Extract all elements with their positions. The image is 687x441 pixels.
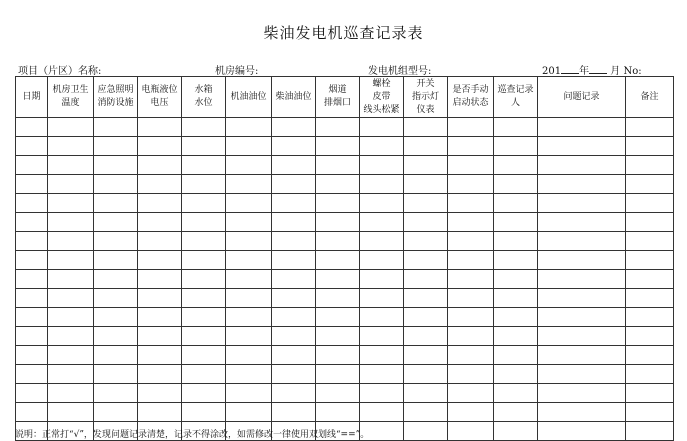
column-header-line: 螺栓: [372, 78, 391, 89]
record-cell[interactable]: [48, 251, 94, 270]
record-cell[interactable]: [94, 175, 138, 194]
record-cell[interactable]: [404, 327, 448, 346]
record-cell[interactable]: [16, 270, 48, 289]
record-cell[interactable]: [138, 232, 182, 251]
record-cell[interactable]: [48, 194, 94, 213]
record-cell[interactable]: [182, 270, 226, 289]
record-cell[interactable]: [448, 308, 494, 327]
record-cell[interactable]: [538, 384, 626, 403]
record-cell[interactable]: [494, 156, 538, 175]
record-cell[interactable]: [316, 118, 360, 137]
column-header: [272, 77, 316, 118]
record-cell[interactable]: [272, 137, 316, 156]
record-cell[interactable]: [360, 232, 404, 251]
record-cell[interactable]: [182, 308, 226, 327]
record-cell[interactable]: [226, 270, 272, 289]
record-cell[interactable]: [138, 403, 182, 422]
record-cell[interactable]: [626, 422, 674, 441]
record-cell[interactable]: [94, 384, 138, 403]
record-cell[interactable]: [404, 365, 448, 384]
record-cell[interactable]: [494, 175, 538, 194]
form-title: 柴油发电机巡查记录表: [263, 24, 424, 42]
record-cell[interactable]: [494, 289, 538, 308]
record-cell[interactable]: [272, 308, 316, 327]
record-cell[interactable]: [138, 384, 182, 403]
table-row: [16, 156, 674, 175]
record-cell[interactable]: [626, 251, 674, 270]
column-header-line: 皮带: [372, 91, 391, 102]
record-cell[interactable]: [494, 194, 538, 213]
record-cell[interactable]: [404, 403, 448, 422]
column-header-line: 备注: [640, 91, 659, 102]
record-cell[interactable]: [448, 156, 494, 175]
record-cell[interactable]: [448, 175, 494, 194]
record-cell[interactable]: [626, 308, 674, 327]
record-cell[interactable]: [182, 346, 226, 365]
record-cell[interactable]: [94, 327, 138, 346]
record-cell[interactable]: [272, 270, 316, 289]
record-cell[interactable]: [138, 308, 182, 327]
record-cell[interactable]: [182, 213, 226, 232]
record-cell[interactable]: [48, 289, 94, 308]
column-header-line: 开关: [416, 78, 435, 89]
column-header: [360, 77, 404, 118]
record-cell[interactable]: [182, 365, 226, 384]
record-cell[interactable]: [626, 403, 674, 422]
column-header-line: 柴油油位: [275, 91, 312, 102]
record-cell[interactable]: [494, 422, 538, 441]
record-cell[interactable]: [316, 308, 360, 327]
instructions-note: 说明：正常打“√”，发现问题记录清楚，记录不得涂改，如需修改一律使用双划线“==”。: [15, 430, 370, 440]
record-cell[interactable]: [94, 365, 138, 384]
record-cell[interactable]: [226, 118, 272, 137]
record-cell[interactable]: [360, 118, 404, 137]
record-cell[interactable]: [494, 213, 538, 232]
column-header: [16, 77, 48, 118]
record-cell[interactable]: [226, 213, 272, 232]
column-header: [182, 77, 226, 118]
record-cell[interactable]: [404, 213, 448, 232]
record-cell[interactable]: [448, 422, 494, 441]
record-cell[interactable]: [404, 137, 448, 156]
record-cell[interactable]: [448, 270, 494, 289]
record-cell[interactable]: [138, 137, 182, 156]
record-cell[interactable]: [360, 156, 404, 175]
record-cell[interactable]: [404, 175, 448, 194]
record-cell[interactable]: [272, 384, 316, 403]
record-cell[interactable]: [360, 137, 404, 156]
record-cell[interactable]: [48, 175, 94, 194]
record-cell[interactable]: [16, 175, 48, 194]
column-header-line: 消防设施: [97, 98, 134, 108]
record-cell[interactable]: [448, 289, 494, 308]
record-cell[interactable]: [48, 118, 94, 137]
record-cell[interactable]: [626, 175, 674, 194]
record-cell[interactable]: [48, 156, 94, 175]
column-header-line: 巡查记录: [497, 85, 534, 95]
record-cell[interactable]: [538, 175, 626, 194]
record-cell[interactable]: [226, 232, 272, 251]
column-header: [316, 77, 360, 118]
record-cell[interactable]: [404, 118, 448, 137]
column-header-line: 水位: [194, 98, 213, 108]
record-cell[interactable]: [448, 327, 494, 346]
record-cell[interactable]: [316, 289, 360, 308]
record-cell[interactable]: [316, 365, 360, 384]
record-cell[interactable]: [494, 308, 538, 327]
record-cell[interactable]: [626, 327, 674, 346]
record-cell[interactable]: [272, 289, 316, 308]
year-blank[interactable]: [561, 63, 579, 74]
record-cell[interactable]: [404, 289, 448, 308]
record-cell[interactable]: [48, 137, 94, 156]
record-cell[interactable]: [94, 251, 138, 270]
record-cell[interactable]: [16, 327, 48, 346]
record-cell[interactable]: [272, 118, 316, 137]
record-cell[interactable]: [538, 232, 626, 251]
record-cell[interactable]: [226, 251, 272, 270]
table-row: [16, 137, 674, 156]
record-cell[interactable]: [226, 365, 272, 384]
column-header-line: 机油油位: [230, 91, 267, 102]
column-header: [226, 77, 272, 118]
column-header-line: 烟道: [328, 85, 347, 95]
record-cell[interactable]: [182, 118, 226, 137]
table-body: [16, 118, 674, 441]
record-cell[interactable]: [404, 251, 448, 270]
record-cell[interactable]: [360, 327, 404, 346]
record-cell[interactable]: [404, 194, 448, 213]
record-cell[interactable]: [48, 384, 94, 403]
record-cell[interactable]: [626, 232, 674, 251]
table-row: [16, 213, 674, 232]
record-cell[interactable]: [538, 403, 626, 422]
table-row: [16, 194, 674, 213]
record-cell[interactable]: [494, 327, 538, 346]
record-cell[interactable]: [626, 270, 674, 289]
record-cell[interactable]: [16, 156, 48, 175]
record-cell[interactable]: [360, 289, 404, 308]
inspection-record-table: [15, 76, 674, 441]
record-cell[interactable]: [94, 137, 138, 156]
column-header-line: 电压: [150, 98, 169, 108]
column-header-line: 人: [510, 98, 520, 108]
record-cell[interactable]: [272, 346, 316, 365]
record-cell[interactable]: [272, 194, 316, 213]
record-cell[interactable]: [360, 251, 404, 270]
record-cell[interactable]: [182, 156, 226, 175]
record-cell[interactable]: [182, 232, 226, 251]
record-cell[interactable]: [538, 194, 626, 213]
record-cell[interactable]: [16, 213, 48, 232]
column-header: [448, 77, 494, 118]
record-cell[interactable]: [494, 346, 538, 365]
column-header: [94, 77, 138, 118]
record-cell[interactable]: [316, 384, 360, 403]
record-cell[interactable]: [226, 156, 272, 175]
record-cell[interactable]: [360, 213, 404, 232]
record-cell[interactable]: [448, 118, 494, 137]
record-cell[interactable]: [448, 213, 494, 232]
record-cell[interactable]: [16, 251, 48, 270]
record-cell[interactable]: [94, 270, 138, 289]
record-cell[interactable]: [448, 232, 494, 251]
table-row: [16, 270, 674, 289]
column-header-line: 指示灯: [411, 91, 439, 102]
record-cell[interactable]: [16, 118, 48, 137]
record-cell[interactable]: [404, 422, 448, 441]
table-row: [16, 118, 674, 137]
project-name-label: 项目（片区）名称:: [18, 66, 102, 77]
record-cell[interactable]: [538, 156, 626, 175]
record-cell[interactable]: [182, 251, 226, 270]
record-cell[interactable]: [360, 346, 404, 365]
record-cell[interactable]: [138, 156, 182, 175]
record-cell[interactable]: [494, 137, 538, 156]
record-cell[interactable]: [94, 308, 138, 327]
record-cell[interactable]: [182, 384, 226, 403]
column-header-line: 是否手动: [452, 85, 489, 95]
record-cell[interactable]: [272, 403, 316, 422]
record-cell[interactable]: [48, 403, 94, 422]
record-cell[interactable]: [16, 384, 48, 403]
record-cell[interactable]: [448, 194, 494, 213]
record-cell[interactable]: [94, 156, 138, 175]
column-header-line: 线头松紧: [363, 104, 400, 115]
column-header-line: 日期: [22, 91, 41, 102]
record-cell[interactable]: [94, 118, 138, 137]
column-header: [404, 77, 448, 118]
record-cell[interactable]: [138, 118, 182, 137]
column-header: [538, 77, 626, 118]
column-header-line: 启动状态: [452, 98, 489, 108]
record-cell[interactable]: [182, 194, 226, 213]
record-cell[interactable]: [626, 365, 674, 384]
record-cell[interactable]: [626, 156, 674, 175]
record-cell[interactable]: [48, 308, 94, 327]
record-cell[interactable]: [48, 270, 94, 289]
record-cell[interactable]: [404, 308, 448, 327]
record-cell[interactable]: [226, 137, 272, 156]
year-label: 年: [579, 66, 590, 77]
record-cell[interactable]: [272, 251, 316, 270]
record-cell[interactable]: [448, 384, 494, 403]
record-cell[interactable]: [226, 403, 272, 422]
record-cell[interactable]: [538, 308, 626, 327]
column-header-line: 仪表: [416, 104, 435, 115]
record-cell[interactable]: [272, 175, 316, 194]
record-cell[interactable]: [272, 327, 316, 346]
record-cell[interactable]: [360, 194, 404, 213]
record-cell[interactable]: [626, 118, 674, 137]
record-cell[interactable]: [272, 156, 316, 175]
record-cell[interactable]: [48, 346, 94, 365]
record-cell[interactable]: [316, 232, 360, 251]
column-header-line: 温度: [61, 98, 80, 108]
record-cell[interactable]: [226, 194, 272, 213]
record-cell[interactable]: [538, 118, 626, 137]
record-cell[interactable]: [138, 289, 182, 308]
table-row: [16, 327, 674, 346]
record-cell[interactable]: [16, 194, 48, 213]
table-row: [16, 346, 674, 365]
record-cell[interactable]: [494, 365, 538, 384]
record-cell[interactable]: [404, 270, 448, 289]
record-cell[interactable]: [226, 384, 272, 403]
table-row: [16, 308, 674, 327]
table-row: [16, 365, 674, 384]
record-cell[interactable]: [626, 346, 674, 365]
record-cell[interactable]: [404, 156, 448, 175]
record-cell[interactable]: [138, 175, 182, 194]
record-cell[interactable]: [316, 137, 360, 156]
record-cell[interactable]: [16, 403, 48, 422]
record-cell[interactable]: [316, 156, 360, 175]
record-cell[interactable]: [538, 289, 626, 308]
record-cell[interactable]: [448, 251, 494, 270]
record-cell[interactable]: [272, 365, 316, 384]
record-cell[interactable]: [404, 232, 448, 251]
record-cell[interactable]: [138, 346, 182, 365]
record-cell[interactable]: [94, 289, 138, 308]
record-cell[interactable]: [538, 270, 626, 289]
month-blank[interactable]: [589, 63, 607, 74]
record-cell[interactable]: [316, 194, 360, 213]
column-header: [626, 77, 674, 118]
column-header: [494, 77, 538, 118]
column-header: [138, 77, 182, 118]
record-cell[interactable]: [494, 270, 538, 289]
record-cell[interactable]: [494, 118, 538, 137]
record-cell[interactable]: [48, 213, 94, 232]
record-cell[interactable]: [16, 346, 48, 365]
record-cell[interactable]: [94, 194, 138, 213]
record-cell[interactable]: [494, 403, 538, 422]
table-row: [16, 289, 674, 308]
record-cell[interactable]: [138, 194, 182, 213]
record-cell[interactable]: [626, 194, 674, 213]
record-cell[interactable]: [182, 175, 226, 194]
number-label: No:: [623, 66, 642, 77]
record-cell[interactable]: [16, 365, 48, 384]
record-cell[interactable]: [360, 403, 404, 422]
record-cell[interactable]: [182, 327, 226, 346]
record-cell[interactable]: [16, 289, 48, 308]
column-header-line: 排烟口: [323, 98, 351, 108]
record-cell[interactable]: [494, 232, 538, 251]
record-cell[interactable]: [138, 270, 182, 289]
date-number-field: [542, 62, 642, 77]
record-cell[interactable]: [538, 346, 626, 365]
record-cell[interactable]: [316, 251, 360, 270]
record-cell[interactable]: [316, 327, 360, 346]
record-cell[interactable]: [16, 232, 48, 251]
month-label: 月: [610, 66, 621, 77]
record-cell[interactable]: [16, 137, 48, 156]
record-cell[interactable]: [494, 384, 538, 403]
column-header-line: 电瓶液位: [141, 85, 178, 95]
record-cell[interactable]: [182, 137, 226, 156]
record-cell[interactable]: [48, 365, 94, 384]
room-number-label: 机房编号:: [215, 66, 259, 77]
record-cell[interactable]: [316, 175, 360, 194]
record-cell[interactable]: [94, 232, 138, 251]
record-cell[interactable]: [538, 422, 626, 441]
record-cell[interactable]: [626, 213, 674, 232]
record-cell[interactable]: [272, 213, 316, 232]
record-cell[interactable]: [182, 289, 226, 308]
record-cell[interactable]: [16, 308, 48, 327]
column-header-line: 机房卫生: [52, 85, 89, 95]
record-cell[interactable]: [448, 346, 494, 365]
record-cell[interactable]: [48, 232, 94, 251]
record-cell[interactable]: [448, 137, 494, 156]
record-cell[interactable]: [138, 365, 182, 384]
record-cell[interactable]: [316, 270, 360, 289]
record-cell[interactable]: [226, 327, 272, 346]
table-row: [16, 232, 674, 251]
table-row: [16, 403, 674, 422]
record-cell[interactable]: [360, 175, 404, 194]
record-cell[interactable]: [226, 308, 272, 327]
record-cell[interactable]: [94, 346, 138, 365]
record-cell[interactable]: [94, 403, 138, 422]
record-cell[interactable]: [138, 327, 182, 346]
record-cell[interactable]: [538, 137, 626, 156]
table-header-row: [16, 77, 674, 118]
year-prefix: 201: [542, 66, 562, 77]
record-cell[interactable]: [448, 365, 494, 384]
record-cell[interactable]: [360, 308, 404, 327]
record-cell[interactable]: [94, 213, 138, 232]
record-cell[interactable]: [404, 384, 448, 403]
record-cell[interactable]: [272, 232, 316, 251]
record-cell[interactable]: [316, 213, 360, 232]
record-cell[interactable]: [538, 365, 626, 384]
record-cell[interactable]: [48, 327, 94, 346]
generator-model-label: 发电机组型号:: [368, 66, 432, 77]
column-header: [48, 77, 94, 118]
record-cell[interactable]: [538, 327, 626, 346]
record-cell[interactable]: [360, 384, 404, 403]
table-row: [16, 175, 674, 194]
record-cell[interactable]: [226, 346, 272, 365]
record-cell[interactable]: [226, 289, 272, 308]
record-cell[interactable]: [626, 384, 674, 403]
record-cell[interactable]: [226, 175, 272, 194]
record-cell[interactable]: [626, 289, 674, 308]
column-header-line: 问题记录: [563, 91, 600, 102]
record-cell[interactable]: [182, 403, 226, 422]
column-header-line: 应急照明: [97, 85, 134, 95]
record-cell[interactable]: [360, 365, 404, 384]
record-cell[interactable]: [404, 346, 448, 365]
record-cell[interactable]: [626, 137, 674, 156]
record-cell[interactable]: [538, 251, 626, 270]
record-cell[interactable]: [494, 251, 538, 270]
record-cell[interactable]: [538, 213, 626, 232]
record-cell[interactable]: [316, 403, 360, 422]
record-cell[interactable]: [448, 403, 494, 422]
column-header-line: 水箱: [194, 85, 213, 95]
record-cell[interactable]: [138, 213, 182, 232]
record-cell[interactable]: [138, 251, 182, 270]
record-cell[interactable]: [316, 346, 360, 365]
record-cell[interactable]: [360, 270, 404, 289]
table-row: [16, 384, 674, 403]
table-row: [16, 251, 674, 270]
